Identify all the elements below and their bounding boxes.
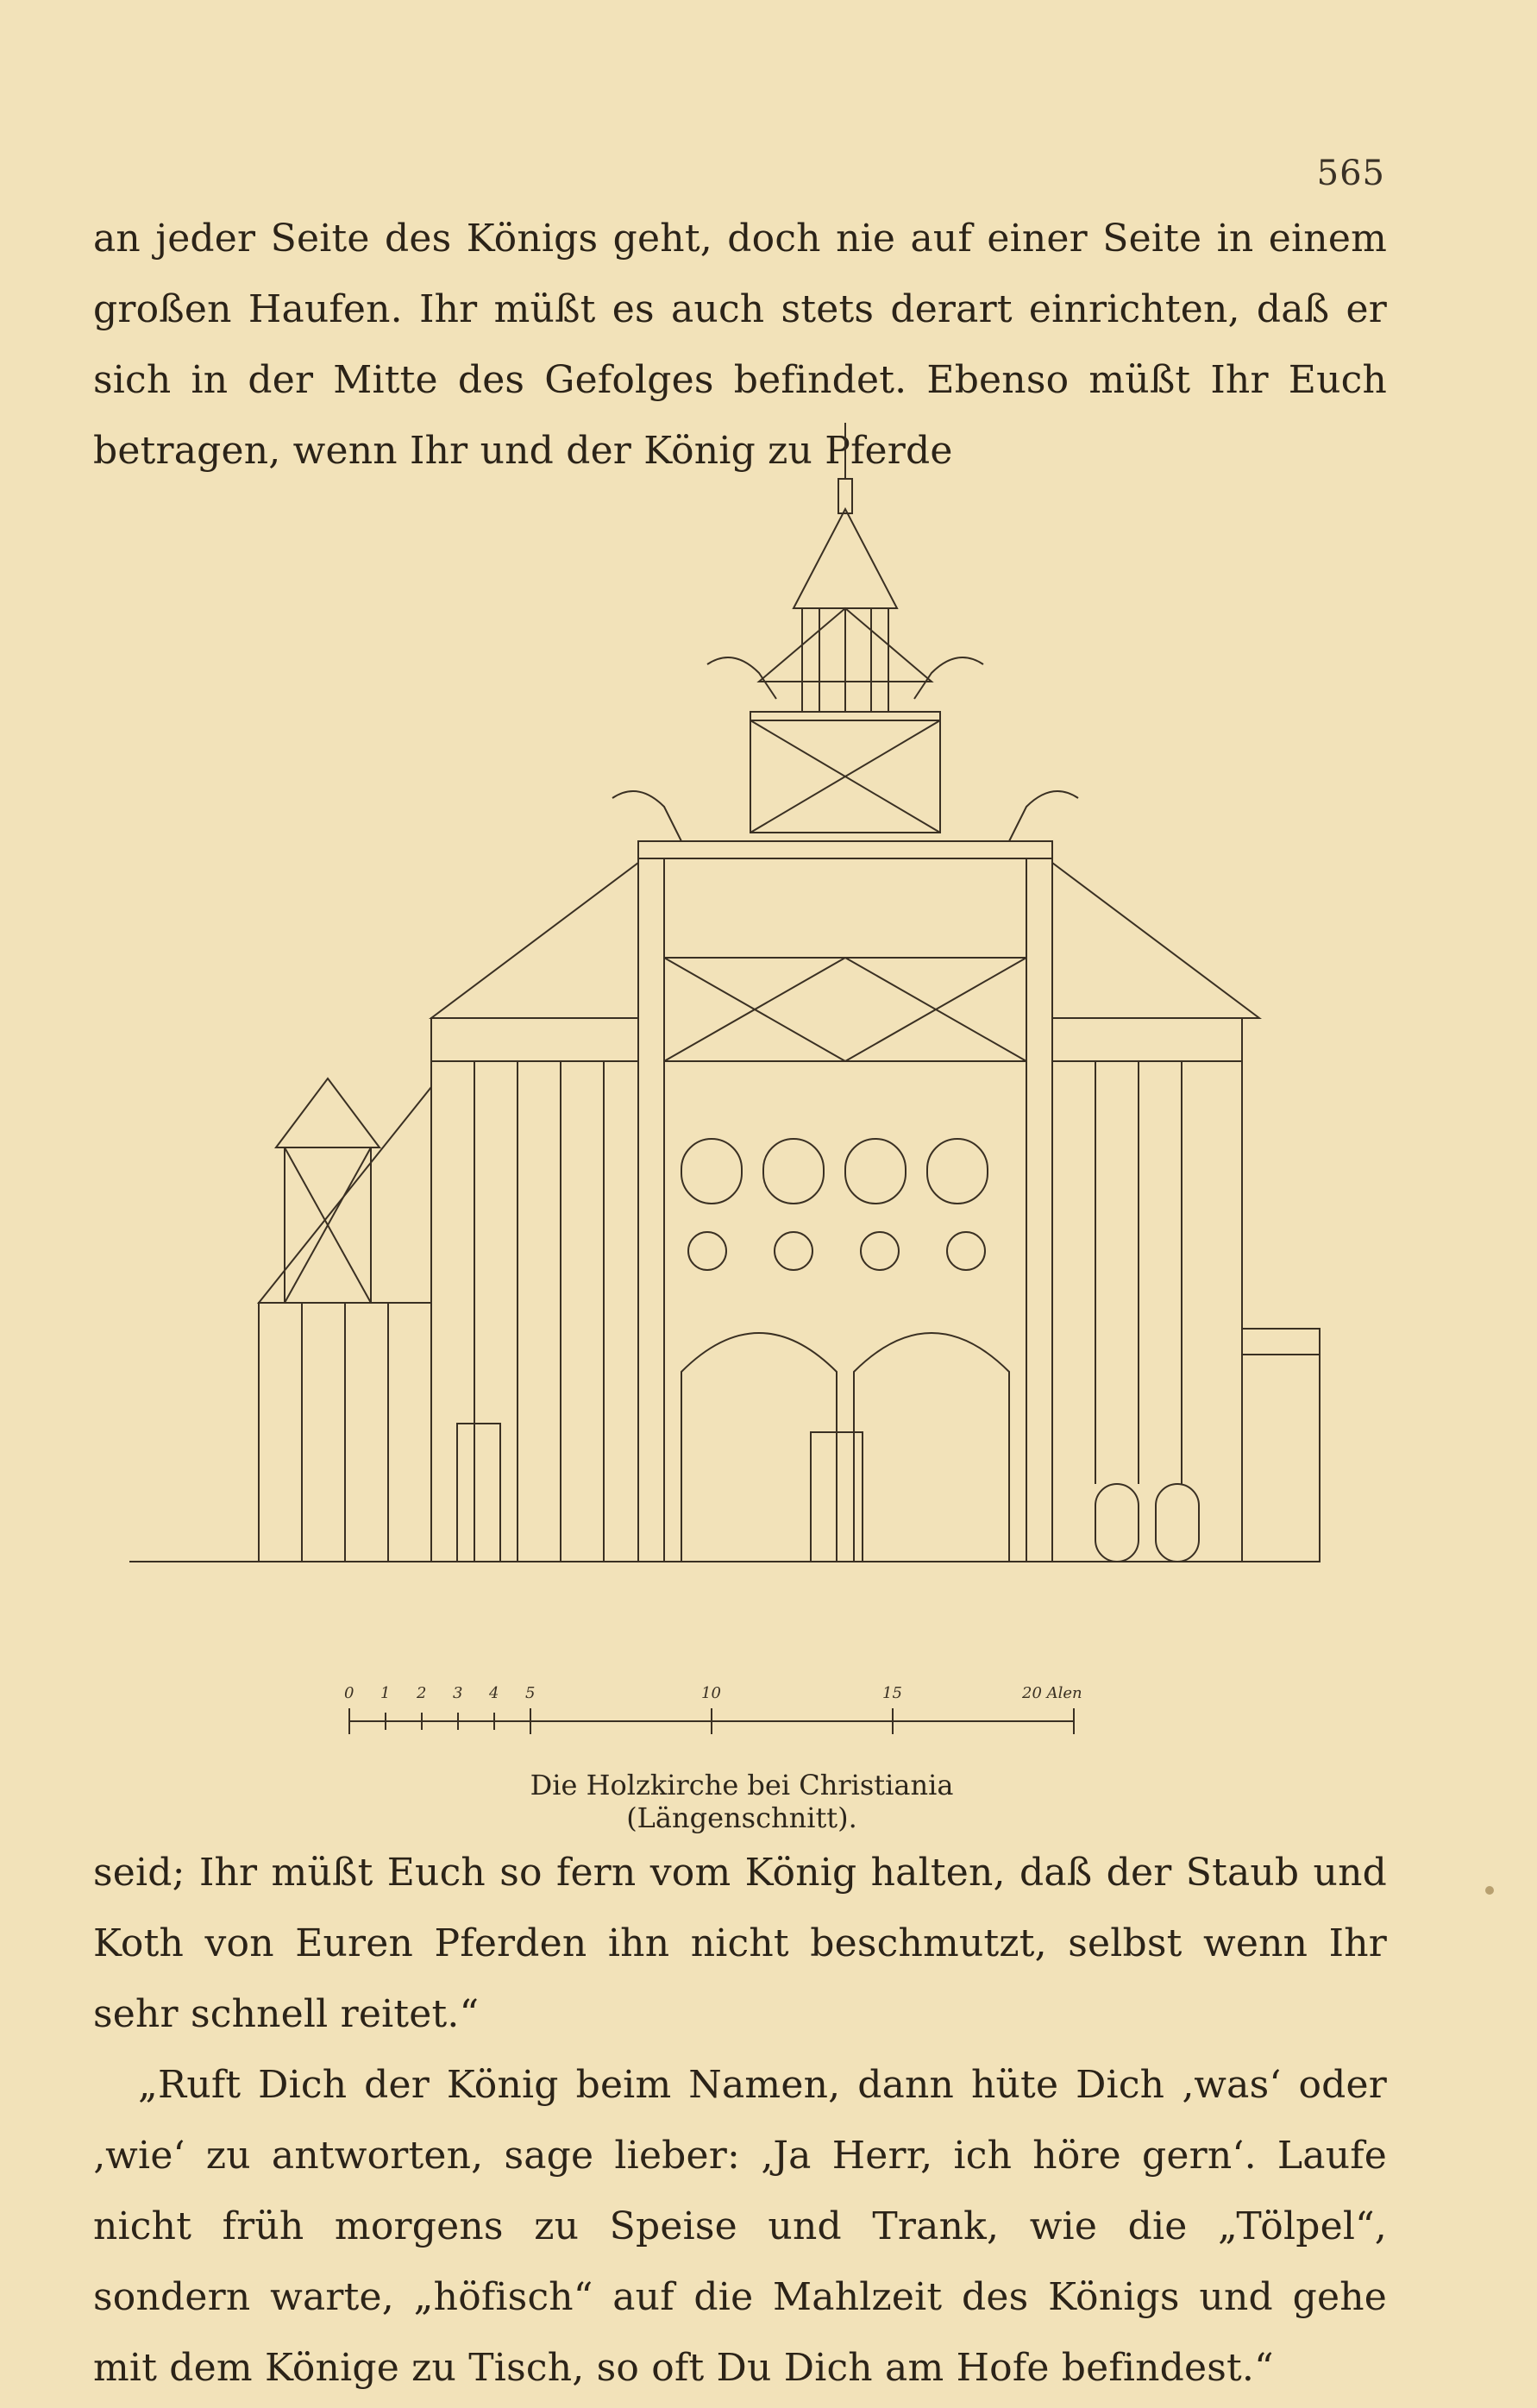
right-upper-roof — [1052, 863, 1259, 1018]
rosette-2 — [775, 1232, 812, 1270]
rosette-4 — [947, 1232, 985, 1270]
scale-tick-label: 20 Alen — [1022, 1684, 1082, 1702]
right-window-2 — [1156, 1484, 1199, 1562]
spire-roof — [794, 509, 897, 608]
scale-tick-label: 1 — [380, 1684, 391, 1702]
page-number: 565 — [1316, 154, 1385, 193]
big-arch-right — [854, 1333, 1009, 1562]
dragon-head-left-middle — [612, 791, 681, 841]
dragon-head-left-upper — [707, 657, 776, 699]
dragon-head-right-middle — [1009, 791, 1078, 841]
bottom-paragraph-1: seid; Ihr müßt Euch so fern vom König halten, daß der Staub und Koth von Euren Pferden ihn nicht beschmutzt, selbst wenn Ihr sehr schnell reitet.“ — [93, 1851, 1387, 2036]
scale-tick-label: 2 — [417, 1684, 427, 1702]
arcade-arch-4 — [927, 1139, 988, 1204]
church-illustration — [129, 423, 1337, 1570]
left-door — [457, 1424, 500, 1562]
scale-bar-svg — [332, 1674, 1108, 1751]
scale-tick-label: 3 — [453, 1684, 463, 1702]
bottom-text-block — [93, 1838, 1387, 2404]
right-aisle-lower — [1242, 1329, 1320, 1562]
big-arch-left — [681, 1333, 837, 1562]
rosette-1 — [688, 1232, 726, 1270]
arcade-arch-1 — [681, 1139, 742, 1204]
left-aisle-upper — [431, 1018, 638, 1562]
scale-tick-label: 0 — [344, 1684, 354, 1702]
upper-tower — [750, 712, 940, 833]
arcade-arch-3 — [845, 1139, 906, 1204]
arcade-arch-2 — [763, 1139, 824, 1204]
dragon-head-right-upper — [914, 657, 983, 699]
scale-tick-label: 4 — [489, 1684, 499, 1702]
bottom-paragraph-2: „Ruft Dich der König beim Namen, dann hüte Dich ‚was‘ oder ‚wie‘ zu antworten, sage lieber: ‚Ja Herr, ich höre gern‘. Laufe nicht früh morgens zu Speise und Trank, wie die „Tölpel“, sondern warte, „höfisch“ auf die Mahlzeit des Königs und gehe mit dem Könige zu Tisch, so oft Du Dich am Hofe befindest.“ — [93, 2063, 1387, 2390]
scale-tick-label: 5 — [525, 1684, 536, 1702]
scale-tick-label: 10 — [701, 1684, 721, 1702]
right-aisle-upper — [1052, 1018, 1242, 1562]
rosette-3 — [861, 1232, 899, 1270]
left-small-tower-roof — [276, 1078, 380, 1147]
top-paragraph: an jeder Seite des Königs geht, doch nie auf einer Seite in einem großen Haufen. Ihr müßt es auch stets derart einrichten, daß er sich in der Mitte des Gefolges befindet. Ebenso müßt Ihr Euch betragen, wenn Ihr und der König zu Pferde — [93, 217, 1387, 473]
scale-tick-label: 15 — [882, 1684, 902, 1702]
stave-church-drawing — [129, 423, 1337, 1570]
margin-dot — [1485, 1886, 1494, 1895]
scale-bar — [332, 1674, 1108, 1751]
figure-caption: Die Holzkirche bei Christiania (Längenschnitt). — [530, 1769, 954, 1834]
left-upper-roof — [431, 863, 638, 1018]
right-window-1 — [1095, 1484, 1139, 1562]
